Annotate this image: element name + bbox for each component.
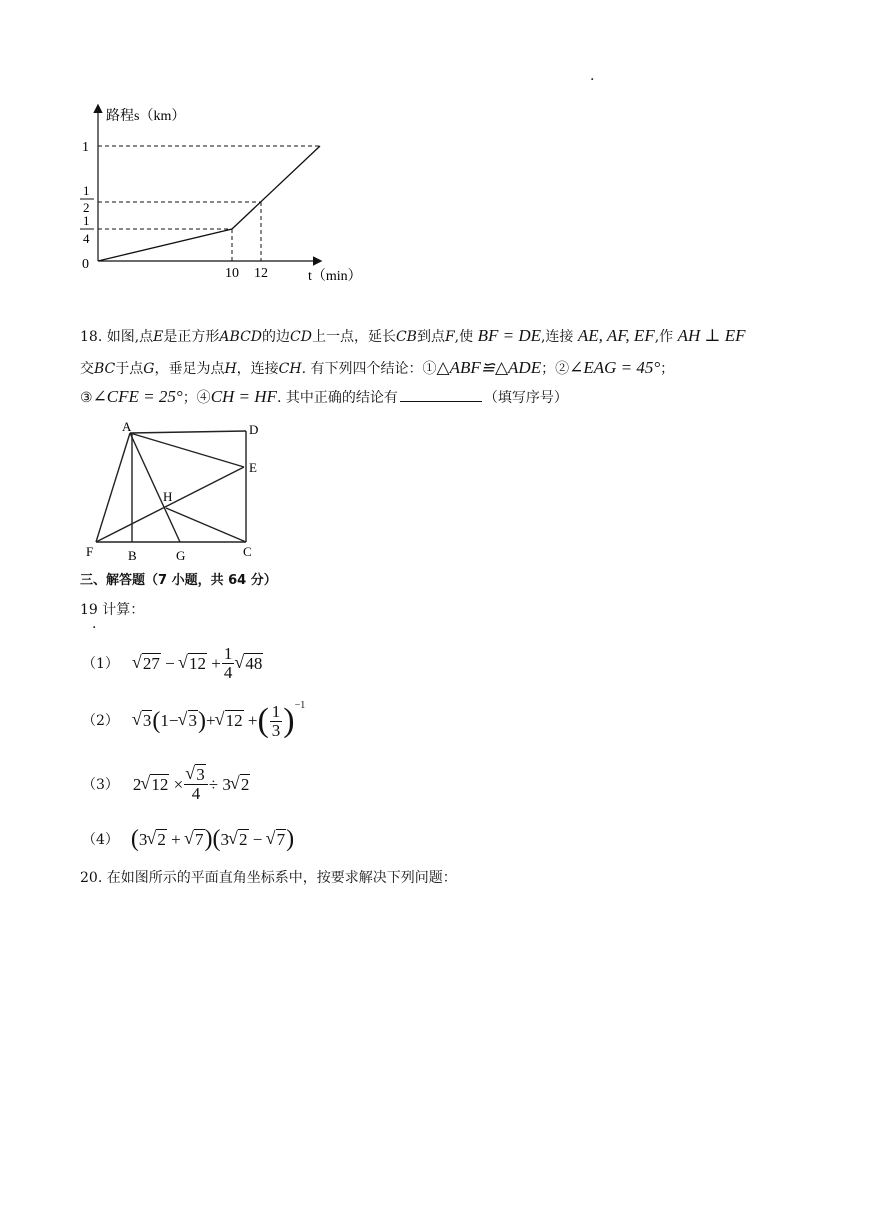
paren: (: [152, 707, 161, 734]
radicand: 3: [188, 711, 198, 730]
plus-sign: +: [166, 829, 186, 849]
denominator: 3: [271, 720, 281, 740]
q18-text: ③: [80, 390, 93, 406]
radicand: 12: [225, 711, 243, 730]
y-tick-quarter-num: 1: [83, 213, 90, 228]
coefficient: 2: [132, 774, 142, 794]
divide-sign: ÷: [208, 774, 223, 794]
q18-text: 如图,点: [106, 329, 154, 345]
q18-text: 于点: [115, 361, 144, 377]
stray-dot-2: ·: [92, 620, 97, 636]
y-tick-1: 1: [82, 140, 89, 155]
numerator: 1: [223, 644, 233, 663]
paren: ): [286, 826, 295, 852]
q18-text: ；④: [182, 390, 211, 406]
radicand: 7: [276, 829, 286, 849]
q18-text: ，连接: [236, 361, 279, 377]
q18-number: 18.: [80, 329, 103, 345]
fraction: [184, 766, 208, 803]
radicand: 2: [239, 829, 248, 849]
q18-line3: [80, 387, 568, 408]
radicand: 3: [142, 711, 152, 730]
section-3-title: 三、解答题（7 小题，共 64 分）: [80, 573, 277, 588]
q18-conclusion-2: ∠EAG = 45°: [569, 358, 661, 377]
q18-text: ，垂足为点: [154, 361, 225, 377]
q18-var: BC: [94, 361, 116, 377]
coefficient: 3: [220, 829, 229, 849]
q20-text: 20. 在如图所示的平面直角坐标系中，按要求解决下列问题：: [80, 870, 457, 886]
paren: ): [283, 702, 295, 739]
q18-math: BF = DE: [477, 326, 541, 345]
distance-line: [98, 146, 320, 261]
label-F: F: [86, 544, 94, 559]
radicand: 27: [142, 653, 160, 673]
minus-sign: −: [160, 653, 180, 673]
q18-text: . 其中正确的结论有: [276, 390, 398, 406]
numerator: [184, 766, 208, 785]
q18-text: ,连接: [540, 329, 574, 345]
q18-text: ；②: [541, 361, 570, 377]
q18-conclusion-4: CH = HF: [210, 387, 277, 406]
q19-part-label: （2）: [82, 713, 119, 729]
q18-text: （填写序号）: [483, 390, 568, 406]
radical: [231, 775, 251, 795]
q18-var: G: [143, 361, 155, 377]
minus-sign: −: [248, 829, 267, 849]
times-sign: ×: [169, 774, 184, 794]
x-tick-12: 12: [254, 266, 268, 281]
radical: [216, 711, 244, 731]
q18-var: F: [444, 329, 455, 345]
stray-dot: ·: [590, 72, 595, 88]
radical: [133, 711, 153, 731]
q18-var: ABCD: [219, 329, 263, 345]
q19-part1: [82, 645, 263, 682]
q18-text: 交: [80, 361, 94, 377]
q19-part-label: （4）: [82, 831, 119, 848]
radical: [147, 830, 167, 850]
radicand: 12: [151, 774, 169, 794]
origin-label: 0: [82, 257, 89, 272]
one: 1−: [160, 711, 179, 730]
radical: [185, 830, 205, 850]
q18-text: 到点: [416, 329, 445, 345]
denominator: 4: [223, 663, 233, 682]
q18-conclusion-3: ∠CFE = 25°: [92, 387, 183, 406]
radicand: 12: [189, 653, 207, 673]
radical: [141, 775, 169, 795]
answer-blank[interactable]: [400, 387, 482, 402]
x-axis-label: t（min）: [308, 269, 362, 284]
label-E: E: [249, 460, 257, 475]
distance-time-graph: [70, 98, 370, 288]
q18-math: AE, AF, EF: [577, 326, 655, 345]
q18-math: AH ⊥ EF: [677, 326, 746, 345]
exponent: −1: [294, 700, 306, 711]
q18-text: 的边: [262, 329, 291, 345]
label-G: G: [176, 548, 186, 563]
y-tick-half-num: 1: [83, 183, 90, 198]
coefficient: 3: [138, 829, 148, 849]
label-D: D: [249, 422, 259, 437]
label-C: C: [243, 544, 252, 559]
q19-title: 19 计算：: [80, 602, 145, 618]
square-figure: [80, 418, 270, 566]
radical: [133, 654, 161, 674]
q18-text: ；: [660, 361, 675, 377]
radical: [186, 766, 206, 784]
fraction: [270, 703, 283, 740]
radicand: 3: [196, 765, 205, 784]
radicand: 2: [240, 774, 250, 794]
q18-text: ,作: [654, 329, 674, 345]
q18-text: ,使: [454, 329, 474, 345]
q19-part-label: （3）: [82, 776, 119, 793]
radical: [179, 654, 207, 674]
radicand: 7: [195, 829, 204, 849]
plus-sign: +: [206, 711, 216, 730]
q18-text: . 有下列四个结论：①: [301, 361, 437, 377]
fraction: [222, 645, 235, 682]
label-A: A: [122, 419, 132, 434]
q18-var: H: [224, 361, 237, 377]
radical: [229, 830, 249, 850]
numerator: 1: [271, 701, 281, 721]
paren: (: [130, 826, 139, 852]
paren: ): [198, 707, 207, 734]
q18-conclusion-1: △ABF≌△ADE: [436, 358, 542, 377]
y-tick-quarter-den: 4: [83, 231, 90, 246]
radicand: 48: [245, 653, 263, 673]
radical: [235, 654, 263, 674]
radical: [179, 711, 199, 731]
q18-text: 上一点，延长: [311, 329, 396, 345]
q18-var: E: [153, 329, 164, 345]
q18-var: CD: [290, 329, 312, 345]
q19-part4: [82, 826, 294, 853]
radicand: 2: [157, 829, 166, 849]
plus-sign: +: [207, 653, 221, 673]
denominator: 4: [191, 784, 201, 803]
paren: )(: [204, 826, 221, 852]
q19-part3: [82, 766, 250, 803]
paren: (: [257, 702, 269, 739]
q19-part-label: （1）: [82, 655, 119, 672]
y-tick-half-den: 2: [83, 200, 90, 215]
label-B: B: [128, 548, 137, 563]
q19-part2: [82, 702, 305, 740]
label-H: H: [163, 489, 173, 504]
q18-var: CB: [395, 329, 417, 345]
q18-text: 是正方形: [163, 329, 220, 345]
q18-line1: [80, 326, 746, 347]
q18-var: CH: [278, 361, 302, 377]
radical: [267, 830, 287, 850]
x-tick-10: 10: [225, 266, 239, 281]
q18-line2: [80, 358, 674, 379]
plus-sign: +: [243, 711, 258, 730]
y-axis-label: 路程s（km）: [106, 109, 186, 124]
coefficient: 3: [222, 774, 231, 794]
